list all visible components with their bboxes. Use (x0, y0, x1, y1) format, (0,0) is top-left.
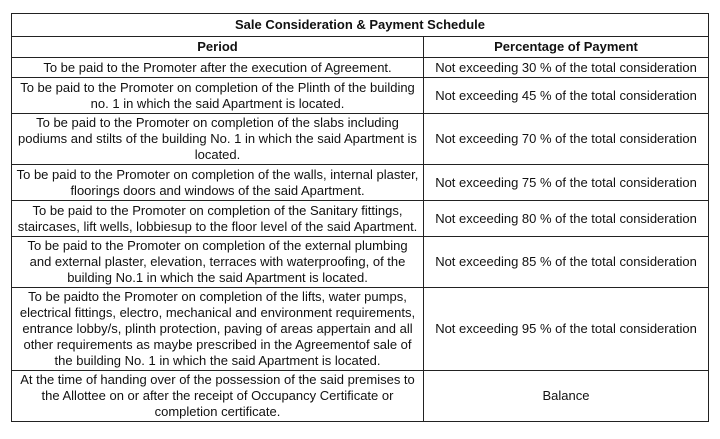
payment-schedule-table (11, 13, 709, 422)
percentage-cell: Not exceeding 85 % of the total consideration (424, 237, 709, 288)
percentage-cell: Not exceeding 75 % of the total consideration (424, 165, 709, 201)
table-title: Sale Consideration & Payment Schedule (12, 14, 709, 37)
percentage-cell: Not exceeding 30 % of the total consideration (424, 58, 709, 78)
period-cell: At the time of handing over of the possession of the said premises to the Allottee on or after the receipt of Occupancy Certificate or completion certificate. (12, 371, 424, 422)
table-row (12, 165, 709, 201)
period-cell: To be paid to the Promoter on completion of the walls, internal plaster, floorings doors and windows of the said Apartment. (12, 165, 424, 201)
period-cell: To be paid to the Promoter on completion of the Plinth of the building no. 1 in which the said Apartment is located. (12, 78, 424, 114)
percentage-cell: Balance (424, 371, 709, 422)
percentage-cell: Not exceeding 45 % of the total consideration (424, 78, 709, 114)
percentage-cell: Not exceeding 80 % of the total consideration (424, 201, 709, 237)
table-header-row (12, 37, 709, 58)
period-cell: To be paid to the Promoter on completion of the slabs including podiums and stilts of the building No. 1 in which the said Apartment is located. (12, 114, 424, 165)
table-row (12, 114, 709, 165)
table-row (12, 371, 709, 422)
table-row (12, 58, 709, 78)
period-cell: To be paid to the Promoter on completion of the external plumbing and external plaster, elevation, terraces with waterproofing, of the building No.1 in which the said Apartment is located. (12, 237, 424, 288)
period-cell: To be paidto the Promoter on completion of the lifts, water pumps, electrical fittings, electro, mechanical and environment requirements, entrance lobby/s, plinth protection, paving of areas appertain and all other requirements as maybe prescribed in the Agreementof sale of the building No. 1 in which the said Apartment is located. (12, 288, 424, 371)
period-cell: To be paid to the Promoter after the execution of Agreement. (12, 58, 424, 78)
table-row (12, 237, 709, 288)
column-header-period: Period (12, 37, 424, 58)
period-cell: To be paid to the Promoter on completion of the Sanitary fittings, staircases, lift wells, lobbiesup to the floor level of the said Apartment. (12, 201, 424, 237)
column-header-percentage: Percentage of Payment (424, 37, 709, 58)
table-title-row (12, 14, 709, 37)
table-row (12, 78, 709, 114)
payment-schedule-container (11, 13, 709, 422)
percentage-cell: Not exceeding 70 % of the total consideration (424, 114, 709, 165)
table-row (12, 288, 709, 371)
percentage-cell: Not exceeding 95 % of the total consideration (424, 288, 709, 371)
table-row (12, 201, 709, 237)
